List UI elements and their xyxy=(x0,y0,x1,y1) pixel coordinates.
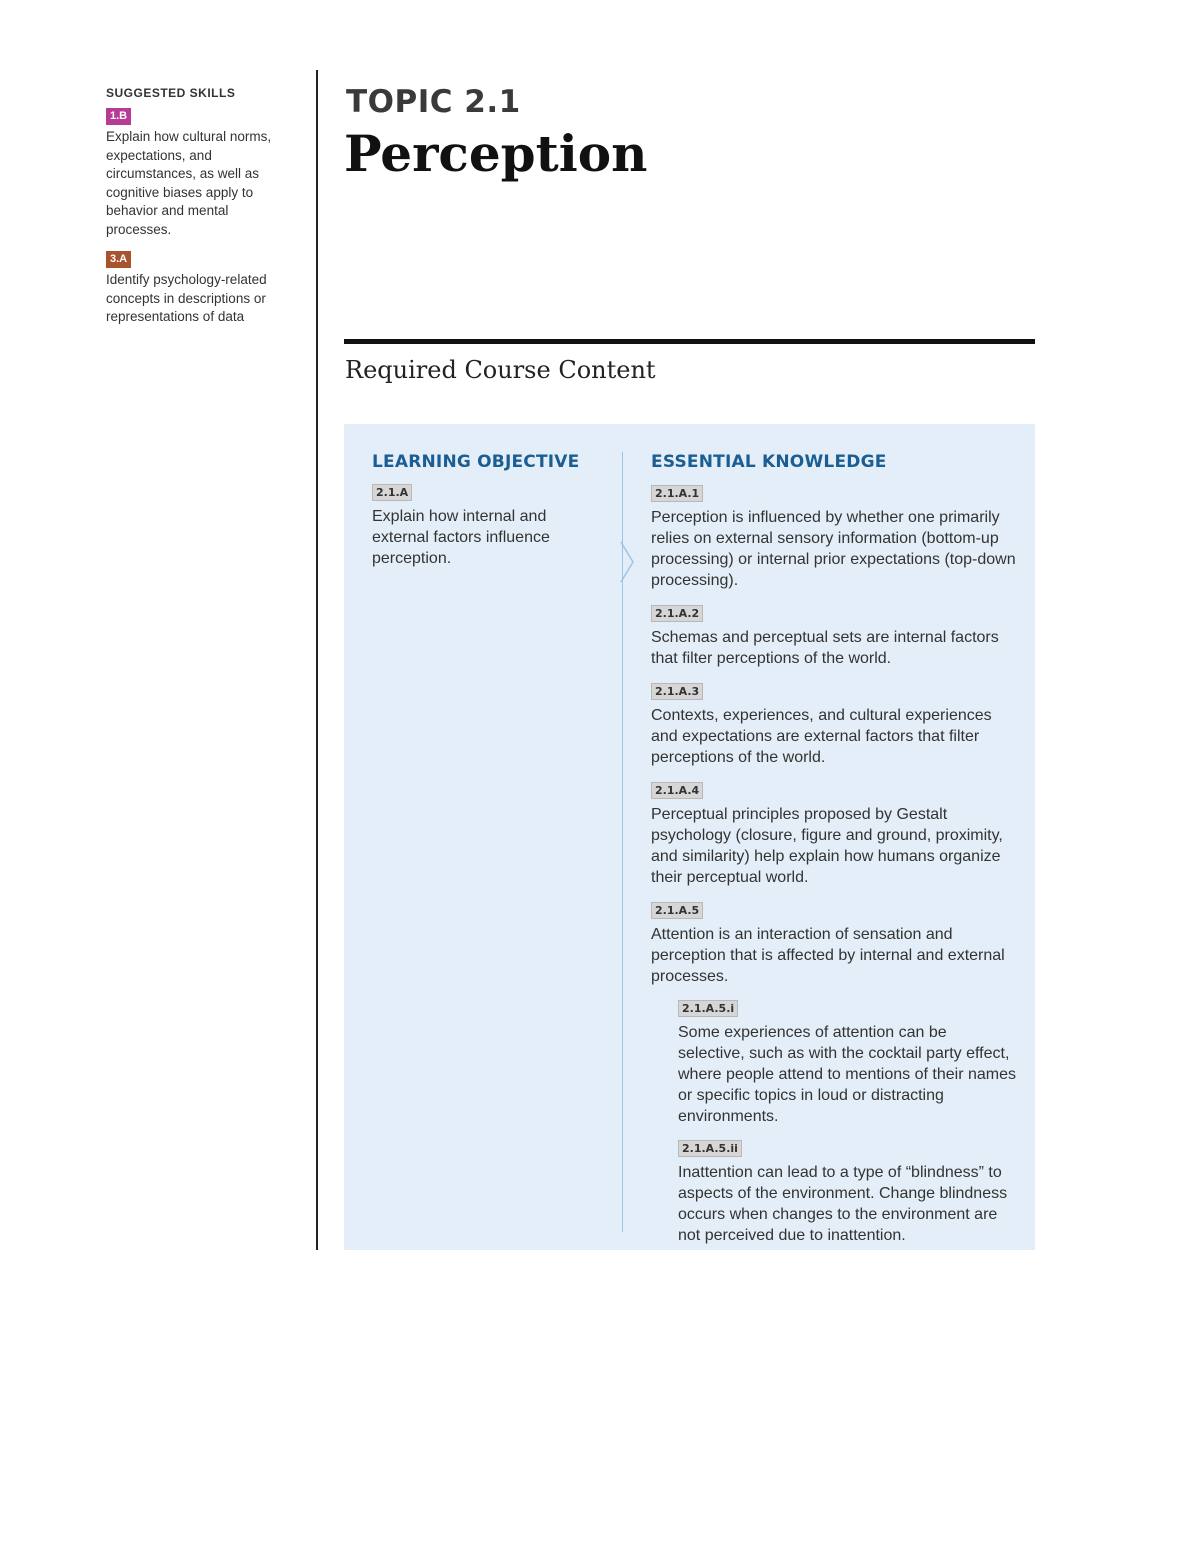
skill-badge-3a: 3.A xyxy=(106,251,131,268)
ek-code: 2.1.A.2 xyxy=(651,605,703,622)
ek-item xyxy=(651,781,1016,888)
skill-text-1b: Explain how cultural norms, expectations, and circumstances, as well as cognitive biases apply to behavior and mental processes. xyxy=(106,129,272,237)
ek-text: Attention is an interaction of sensation and perception that is affected by internal and external processes. xyxy=(651,926,1005,985)
learning-objective-code: 2.1.A xyxy=(372,484,412,501)
ek-subtext: Inattention can lead to a type of “blindness” to aspects of the environment. Change blindness occurs when changes to the environment are not perceived due to inattention. xyxy=(678,1164,1008,1244)
ek-item xyxy=(651,682,1016,768)
ek-text: Schemas and perceptual sets are internal factors that filter perceptions of the world. xyxy=(651,629,999,667)
ek-subcode: 2.1.A.5.i xyxy=(678,1000,738,1017)
ek-subcode: 2.1.A.5.ii xyxy=(678,1140,742,1157)
ek-code: 2.1.A.4 xyxy=(651,782,703,799)
page-title: Perception xyxy=(344,124,648,183)
ek-item xyxy=(651,901,1016,987)
essential-knowledge-heading: ESSENTIAL KNOWLEDGE xyxy=(651,452,887,472)
learning-objective-heading: LEARNING OBJECTIVE xyxy=(372,452,580,472)
skill-badge-1b: 1.B xyxy=(106,108,131,125)
topic-label: TOPIC 2.1 xyxy=(346,84,521,120)
ek-subitem xyxy=(678,1139,1016,1246)
skill-text-3a: Identify psychology-related concepts in descriptions or representations of data xyxy=(106,272,267,324)
ek-text: Perception is influenced by whether one primarily relies on external sensory information (bottom-up processing) or internal prior expectations (top-down processing). xyxy=(651,509,1016,589)
section-rule xyxy=(344,339,1035,344)
ek-code: 2.1.A.5 xyxy=(651,902,703,919)
ek-subtext: Some experiences of attention can be selective, such as with the cocktail party effect, where people attend to mentions of their names or specific topics in loud or distracting environments. xyxy=(678,1024,1016,1125)
ek-code: 2.1.A.1 xyxy=(651,485,703,502)
ek-item xyxy=(651,604,1016,669)
learning-objective-text: Explain how internal and external factors influence perception. xyxy=(372,508,550,567)
chevron-right-icon xyxy=(619,540,635,584)
sidebar-divider xyxy=(316,70,318,1250)
suggested-skills-heading: SUGGESTED SKILLS xyxy=(106,86,236,100)
section-heading: Required Course Content xyxy=(345,356,656,384)
learning-objective-column xyxy=(372,452,602,569)
suggested-skills-panel xyxy=(106,86,296,337)
ek-item xyxy=(651,484,1016,591)
ek-text: Contexts, experiences, and cultural experiences and expectations are external factors that filter perceptions of the world. xyxy=(651,707,992,766)
ek-text: Perceptual principles proposed by Gestalt psychology (closure, figure and ground, proximity, and similarity) help explain how humans organize their perceptual world. xyxy=(651,806,1003,886)
essential-knowledge-column xyxy=(651,452,1016,1246)
ek-code: 2.1.A.3 xyxy=(651,683,703,700)
ek-subitem xyxy=(678,999,1016,1127)
